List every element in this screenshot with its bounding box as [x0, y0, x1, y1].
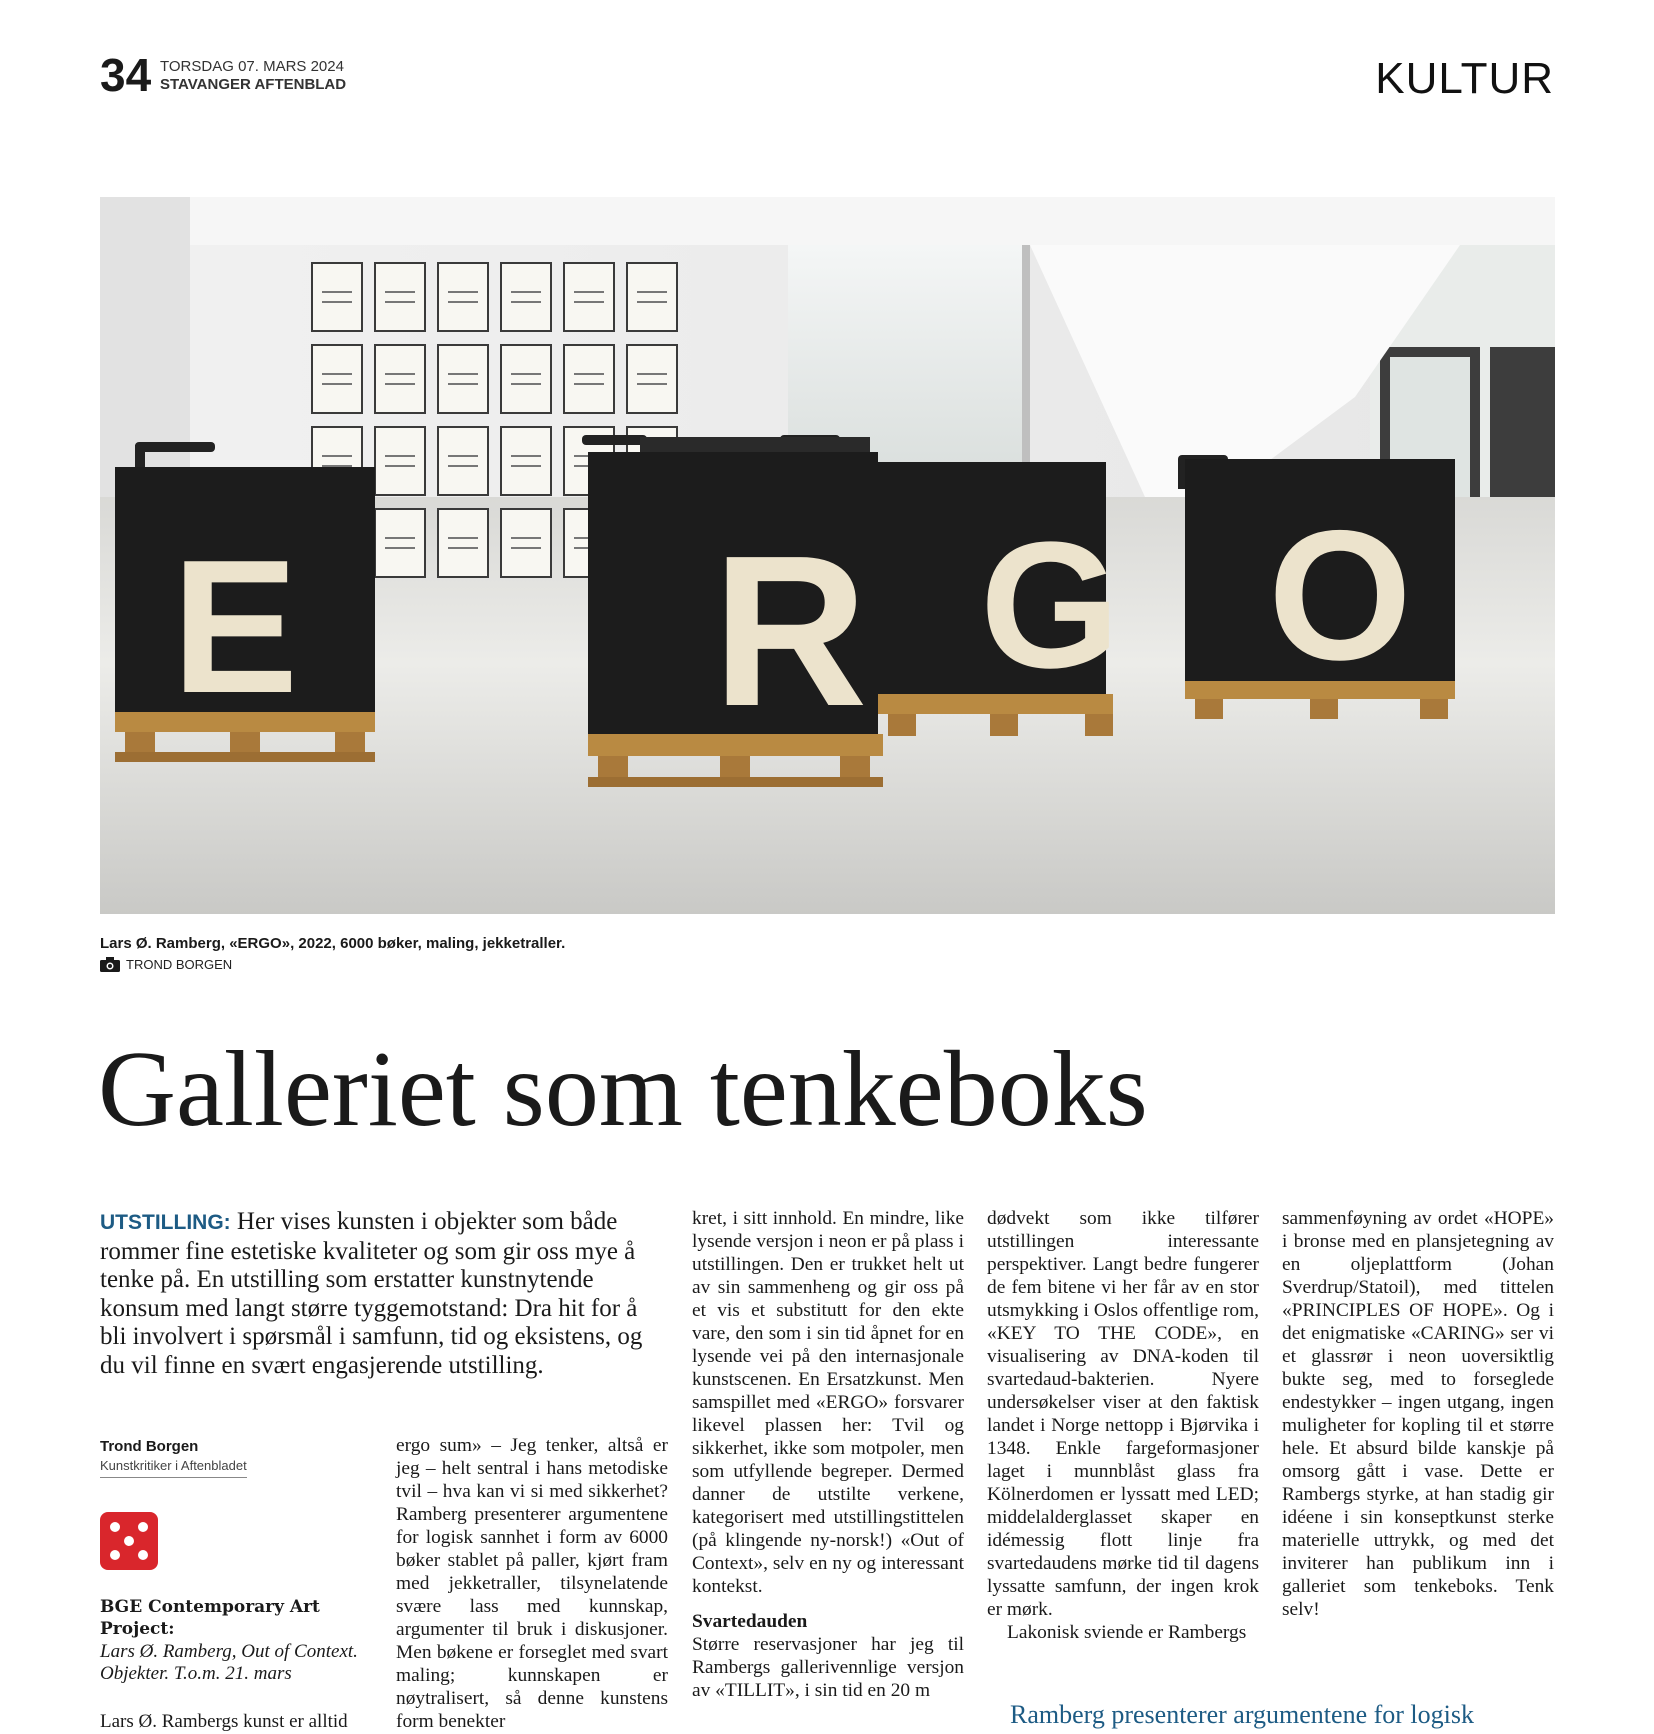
body-paragraph: kret, i sitt innhold. En mindre, like lysende versjon i neon er på plass i utstillingen. Den er trukket helt ut av sin sammenheng og gir oss på et vis et substitutt for den ekte vare, den som i sin tid åpnet for en lysende vei på den internasjonale kunstscenen. En Ersatzkunst. Men samspillet med «ERGO» forsvarer likevel plassen her: Tvil og sikkerhet, ikke som motpoler, men som utfyllende begreper. Dermed danner de utstilte verkene, kategorisert med utstillingstittelen (på klingende ny-norsk!) «Out of Context», selv en ny og interessant kontekst.: [692, 1208, 964, 1597]
exhibition-details: Lars Ø. Ramberg, Out of Context. Objekter. T.o.m. 21. mars: [100, 1641, 358, 1684]
box-letter-g: G: [979, 505, 1121, 706]
dateline: [160, 58, 346, 94]
pull-quote: Ramberg presenterer argumentene for logisk: [1010, 1700, 1474, 1729]
body-column-5: [1282, 1207, 1554, 1621]
newspaper-name: STAVANGER AFTENBLAD: [160, 76, 347, 93]
page-number: 34: [100, 49, 152, 101]
exhibition-venue: BGE Contemporary Art Project:: [100, 1597, 320, 1639]
box-letter-e: E: [171, 521, 299, 733]
issue-date: TORSDAG 07. MARS 2024: [160, 58, 344, 75]
body-paragraph: ergo sum» – Jeg tenker, altså er jeg – helt sentral i hans metodiske tvil – hva kan vi si med sikkerhet? Ramberg presenterer argumentene for logisk sannhet i form av 6000 bøker stablet på paller, kjørt fram med jekketraller, tilsynelatende svære lass med kunnskap, argumenter til bruk i diskusjoner. Men bøkene er forseglet med svart maling; kunnskapen er nøytralisert, så denne kunstens form benekter: [396, 1435, 668, 1732]
camera-icon: [100, 957, 120, 972]
article-lead: [100, 1208, 670, 1380]
subheading: Svartedauden: [692, 1611, 808, 1632]
photographer-name: TROND BORGEN: [126, 957, 233, 972]
dice-five-icon: [100, 1512, 158, 1570]
body-paragraph: Lakonisk sviende er Rambergs: [1007, 1622, 1247, 1643]
body-column-2: [396, 1434, 668, 1733]
body-column-3: [692, 1207, 964, 1702]
body-column-1: Lars Ø. Rambergs kunst er alltid: [100, 1711, 348, 1732]
body-paragraph: Større reservasjoner har jeg til Rambergs gallerivennlige versjon av «TILLIT», i sin tid en 20 m: [692, 1634, 964, 1701]
article-headline: Galleriet som tenkeboks: [98, 1030, 1148, 1149]
article-photo: [100, 197, 1555, 914]
section-title: KULTUR: [1375, 54, 1554, 103]
box-letter-o: O: [1268, 493, 1412, 699]
book-box-r: [582, 435, 883, 787]
body-paragraph: sammenføyning av ordet «HOPE» i bronse med en plansjetegning av en oljeplattform (Johan Sverdrup/Statoil), med tittelen «PRINCIPLES OF HOPE». Og i det enigmatiske «CARING» ser vi et glassrør i neon uoversiktlig bukte seg, med to forseglede endestykker – ingen utgang, ingen muligheter for kopling til et større hele. Et absurd bilde kanskje på omsorg gått i vase. Dette er Rambergs styrke, at han stadig gir idéene i sin konseptkunst sterke materielle uttrykk, og med det inviterer han publikum inn i galleriet som tenkeboks. Tenk selv!: [1282, 1208, 1554, 1620]
lead-text: Her vises kunsten i objekter som både rommer fine estetiske kvaliteter og som gir oss mye å tenke på. En utstilling som erstatter kunstnytende konsum med langt større tyggemotstand: Dra hit for å bli involvert i spørsmål i samfunn, tid og eksistens, og du vil finne en svært engasjerende utstilling.: [100, 1208, 643, 1379]
lead-kicker: UTSTILLING:: [100, 1211, 231, 1234]
author-name: Trond Borgen: [100, 1438, 199, 1455]
photo-caption: Lars Ø. Ramberg, «ERGO», 2022, 6000 bøker, maling, jekketraller.: [100, 935, 566, 952]
book-box-o: [1178, 455, 1455, 719]
box-letter-r: R: [712, 510, 868, 751]
author-role: Kunstkritiker i Aftenbladet: [100, 1458, 247, 1478]
dice-rating: [100, 1512, 158, 1574]
body-column-4: [987, 1207, 1259, 1644]
book-box-g: [878, 462, 1120, 736]
body-paragraph: dødvekt som ikke tilfører utstillingen interessante perspektiver. Langt bedre fungerer de fem bitene vi her får av en stor utsmykking i Oslos offentlige rom, «KEY TO THE CODE», en visualisering av DNA-koden til svartedaud-bakterien. Nyere undersøkelser viser at den faktisk landet i Norge nettopp i Bjørvika i 1348. Enkle fargeformasjoner laget i munnblåst glass fra Kölnerdomen er lyssatt med LED; middelalderglasset skaper en idémessig flott linje fra svartedaudens mørke tid til dagens lyssatte samfunn, der ingen krok er mørk.: [987, 1208, 1259, 1620]
book-box-e: [115, 442, 375, 762]
photo-credit: [100, 957, 232, 972]
